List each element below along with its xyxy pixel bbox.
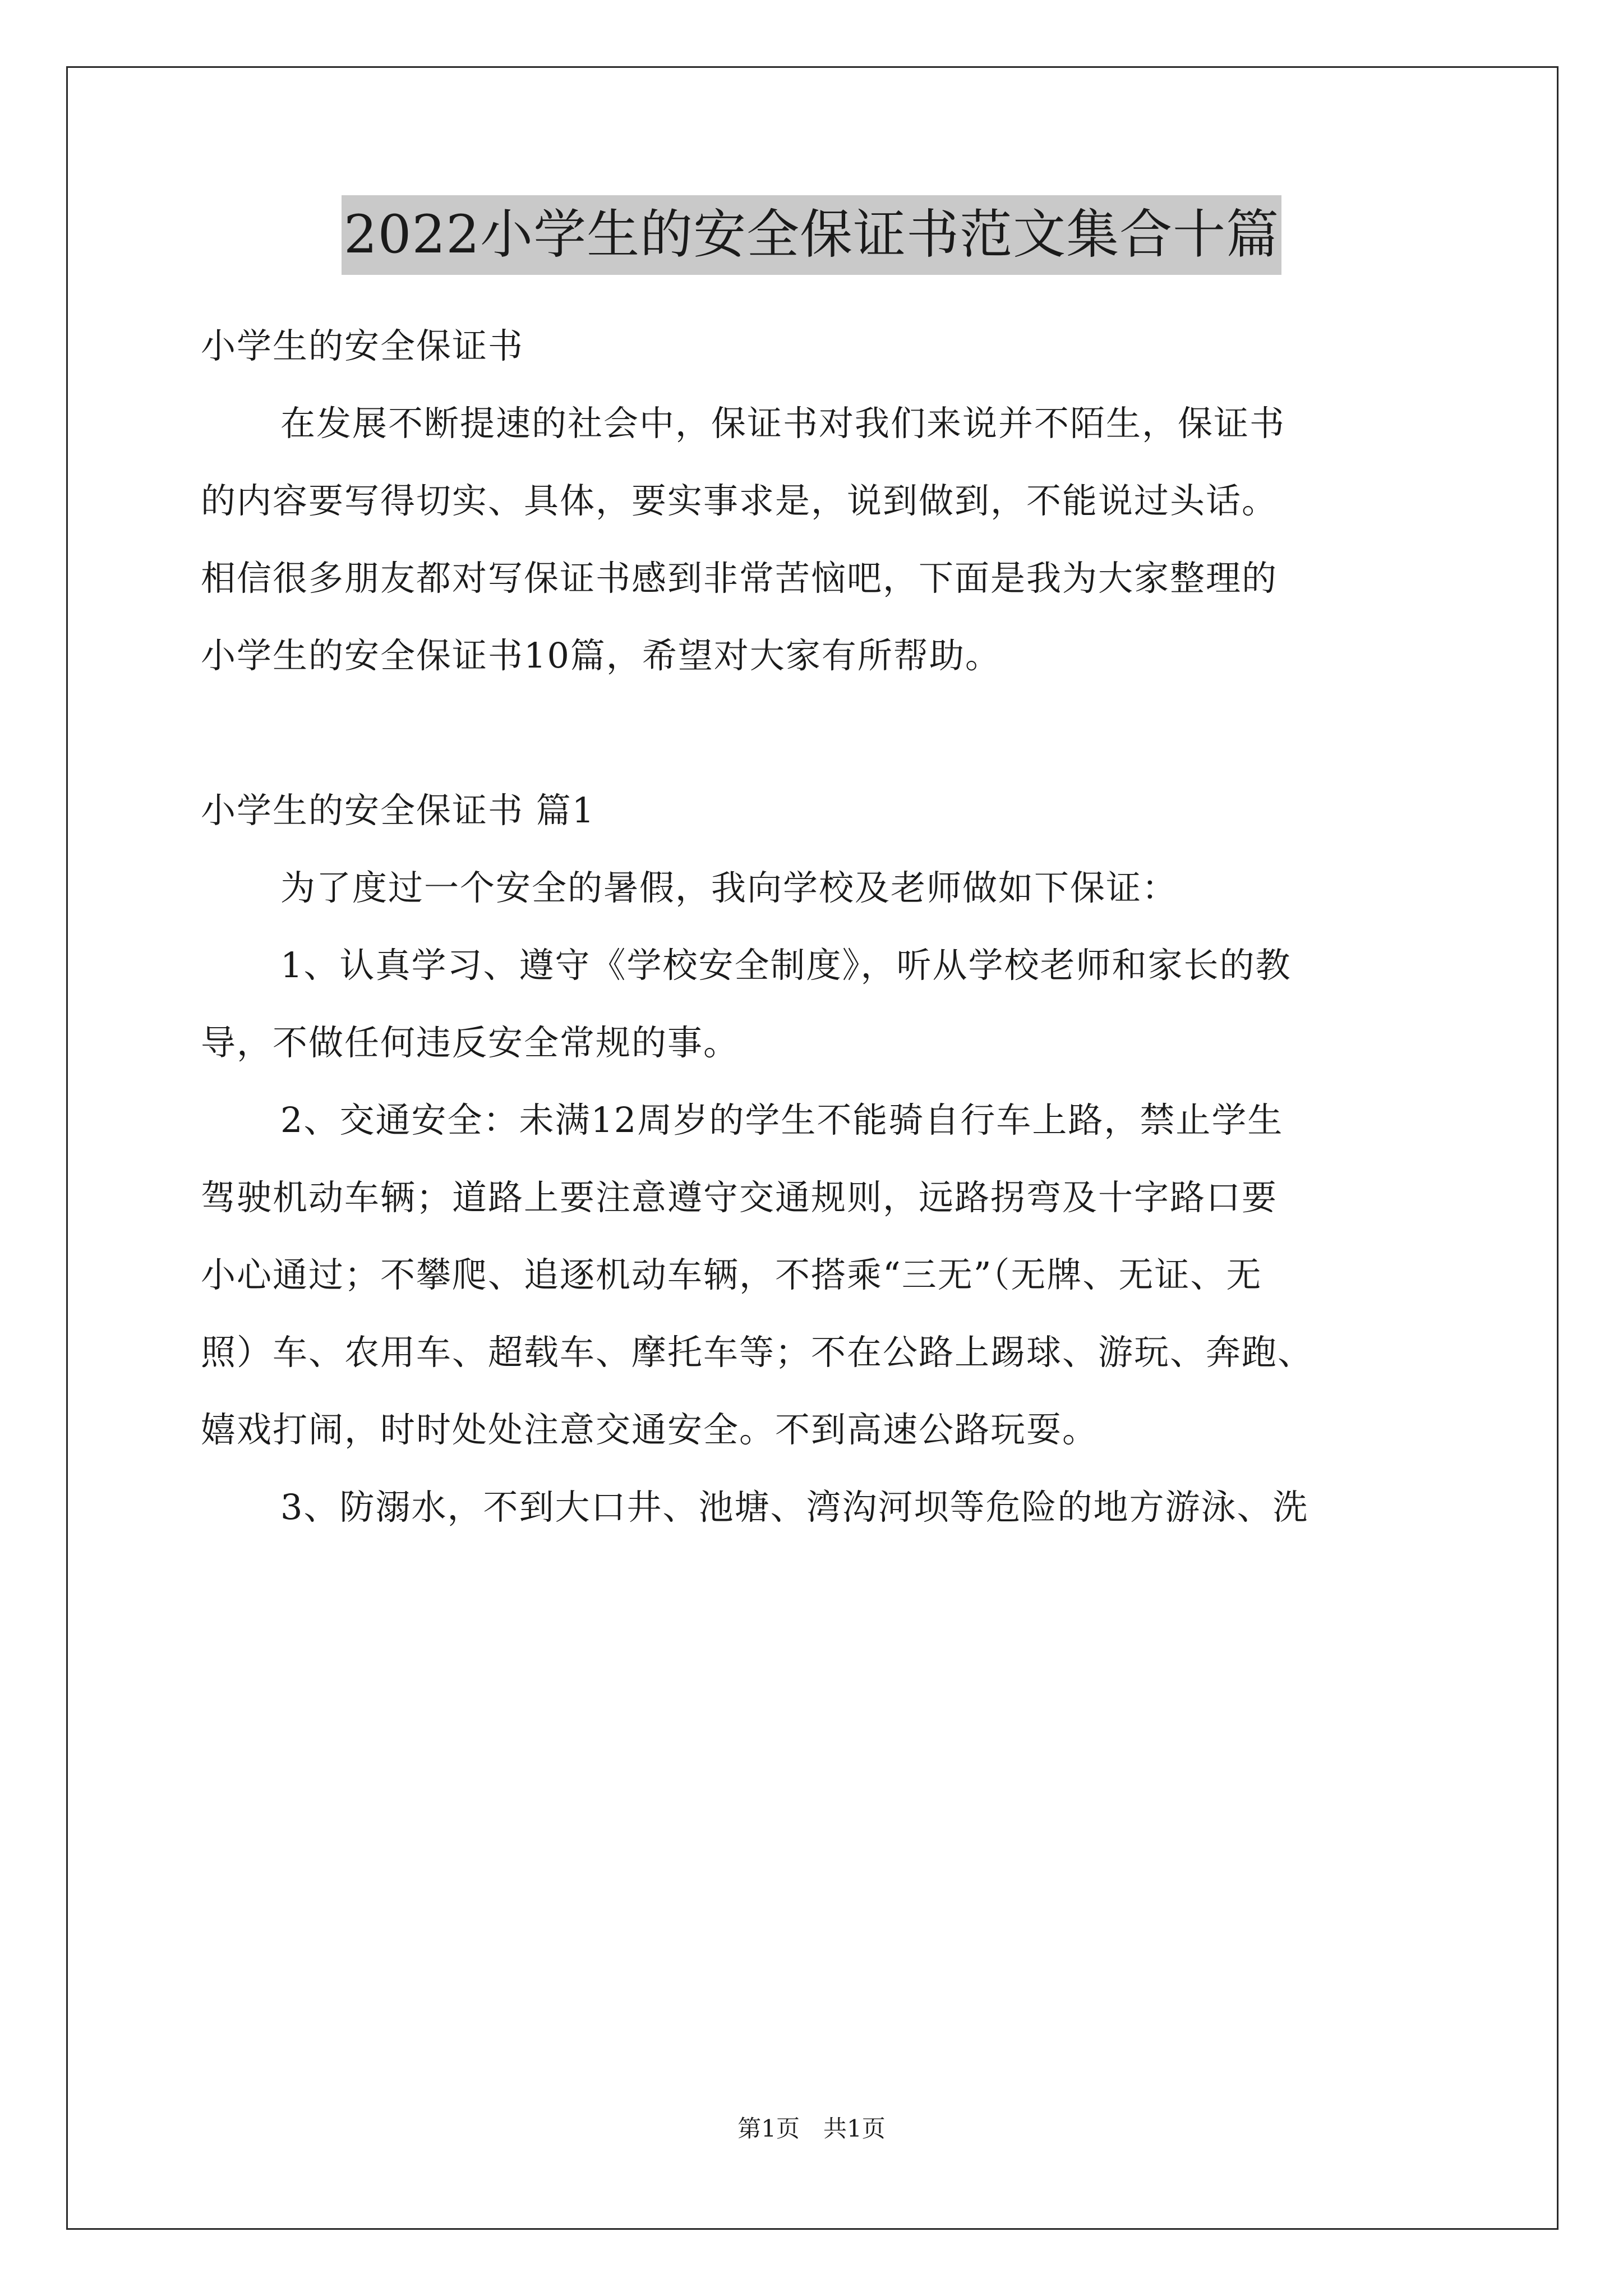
intro-paragraph-line: 相信很多朋友都对写保证书感到非常苦恼吧，下面是我为大家整理的: [201, 558, 1278, 599]
section-spacer: [201, 694, 1435, 772]
intro-heading: 小学生的安全保证书: [201, 325, 524, 366]
intro-paragraph-line: 的内容要写得切实、具体，要实事求是，说到做到，不能说过头话。: [201, 480, 1278, 521]
section-heading: 小学生的安全保证书 篇1: [201, 790, 596, 831]
page-number-footer: 第1页 共1页: [737, 2115, 886, 2142]
intro-paragraph-line: 在发展不断提速的社会中，保证书对我们来说并不陌生，保证书: [280, 403, 1286, 444]
section-paragraph-line: 2、交通安全：未满12周岁的学生不能骑自行车上路，禁止学生: [280, 1099, 1284, 1140]
document-body: [201, 307, 1435, 1546]
section-paragraph-line: 驾驶机动车辆；道路上要注意遵守交通规则，远路拐弯及十字路口要: [201, 1177, 1278, 1218]
title-container: [0, 195, 1623, 275]
section-paragraph-line: 小心通过；不攀爬、追逐机动车辆，不搭乘“三无”（无牌、无证、无: [201, 1254, 1262, 1295]
section-paragraph-line: 照）车、农用车、超载车、摩托车等；不在公路上踢球、游玩、奔跑、: [201, 1332, 1314, 1373]
section-paragraph-line: 导，不做任何违反安全常规的事。: [201, 1022, 740, 1063]
section-paragraph-line: 嬉戏打闹，时时处处注意交通安全。不到高速公路玩耍。: [201, 1409, 1099, 1450]
document-title: 2022小学生的安全保证书范文集合十篇: [342, 195, 1281, 275]
section-paragraph-line: 1、认真学习、遵守《学校安全制度》，听从学校老师和家长的教: [280, 945, 1292, 986]
section-paragraph-line: 3、防溺水，不到大口井、池塘、湾沟河坝等危险的地方游泳、洗: [280, 1487, 1309, 1527]
intro-paragraph-line: 小学生的安全保证书10篇，希望对大家有所帮助。: [201, 635, 1001, 676]
section-paragraph-line: 为了度过一个安全的暑假，我向学校及老师做如下保证：: [280, 867, 1178, 908]
